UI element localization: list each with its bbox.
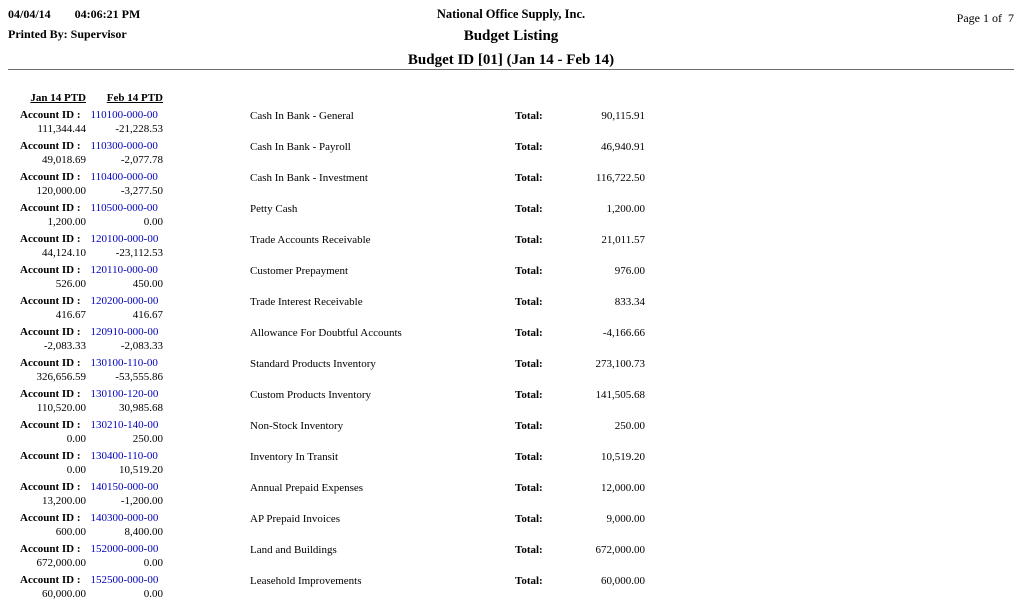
account-description: Cash In Bank - Investment	[250, 172, 368, 184]
account-id-line	[20, 202, 158, 214]
account-description: Allowance For Doubtful Accounts	[250, 327, 402, 339]
account-row	[0, 512, 1022, 543]
account-id-label: Account ID :	[20, 574, 81, 586]
account-description: Customer Prepayment	[250, 265, 349, 277]
account-id-label: Account ID :	[20, 295, 81, 307]
jan-ptd-value: 326,656.59	[36, 371, 86, 383]
account-row	[0, 264, 1022, 295]
account-description: Leasehold Improvements	[250, 575, 362, 587]
account-id-line	[20, 481, 158, 493]
account-id-label: Account ID :	[20, 202, 81, 214]
account-id-label: Account ID :	[20, 264, 81, 276]
account-row	[0, 140, 1022, 171]
account-description: Annual Prepaid Expenses	[250, 482, 364, 494]
total-value: 46,940.91	[601, 141, 645, 153]
total-value: 976.00	[614, 265, 645, 277]
feb-ptd-value: 30,985.68	[119, 402, 163, 414]
account-id-link[interactable]: 130100-120-00	[90, 388, 159, 400]
account-id-line	[20, 140, 158, 152]
column-header-jan-ptd: Jan 14 PTD	[30, 92, 86, 104]
account-row	[0, 171, 1022, 202]
feb-ptd-value: 250.00	[132, 433, 163, 445]
account-id-label: Account ID :	[20, 109, 81, 121]
account-description: Trade Interest Receivable	[250, 296, 363, 308]
account-row	[0, 450, 1022, 481]
account-id-label: Account ID :	[20, 171, 81, 183]
account-id-line	[20, 419, 158, 431]
total-label: Total:	[515, 420, 543, 432]
total-value: 1,200.00	[606, 203, 645, 215]
jan-ptd-value: 49,018.69	[42, 154, 86, 166]
total-label: Total:	[515, 513, 543, 525]
total-label: Total:	[515, 482, 543, 494]
account-row	[0, 388, 1022, 419]
total-label: Total:	[515, 296, 543, 308]
total-value: 90,115.91	[601, 110, 645, 122]
account-description: Cash In Bank - Payroll	[250, 141, 351, 153]
header-time: 04:06:21 PM	[74, 7, 141, 21]
account-description: Trade Accounts Receivable	[250, 234, 371, 246]
account-id-link[interactable]: 130400-110-00	[90, 450, 158, 462]
account-id-label: Account ID :	[20, 543, 81, 555]
account-id-line	[20, 512, 158, 524]
account-id-label: Account ID :	[20, 481, 81, 493]
company-name: National Office Supply, Inc.	[436, 7, 586, 21]
account-description: Standard Products Inventory	[250, 358, 376, 370]
feb-ptd-value: 416.67	[132, 309, 163, 321]
account-id-link[interactable]: 120910-000-00	[90, 326, 159, 338]
account-id-line	[20, 574, 158, 586]
jan-ptd-value: 13,200.00	[42, 495, 86, 507]
total-label: Total:	[515, 389, 543, 401]
total-label: Total:	[515, 451, 543, 463]
account-id-line	[20, 388, 158, 400]
jan-ptd-value: 60,000.00	[42, 588, 86, 600]
jan-ptd-value: -2,083.33	[43, 340, 86, 352]
account-description: Non-Stock Inventory	[250, 420, 344, 432]
account-row	[0, 109, 1022, 140]
jan-ptd-value: 110,520.00	[36, 402, 86, 414]
column-header-feb-ptd: Feb 14 PTD	[106, 92, 163, 104]
feb-ptd-value: -2,077.78	[120, 154, 163, 166]
account-id-link[interactable]: 152500-000-00	[90, 574, 159, 586]
account-id-line	[20, 264, 158, 276]
feb-ptd-value: -21,228.53	[115, 123, 163, 135]
feb-ptd-value: 0.00	[143, 588, 163, 600]
jan-ptd-value: 120,000.00	[36, 185, 86, 197]
account-id-line	[20, 326, 158, 338]
report-subtitle: Budget ID [01] (Jan 14 - Feb 14)	[407, 52, 615, 68]
total-value: 12,000.00	[601, 482, 645, 494]
account-id-link[interactable]: 130100-110-00	[90, 357, 158, 369]
account-id-line	[20, 357, 158, 369]
account-row	[0, 481, 1022, 512]
feb-ptd-value: -23,112.53	[115, 247, 163, 259]
report-title: Budget Listing	[463, 28, 559, 44]
total-label: Total:	[515, 110, 543, 122]
account-id-label: Account ID :	[20, 326, 81, 338]
total-label: Total:	[515, 358, 543, 370]
feb-ptd-value: -1,200.00	[120, 495, 163, 507]
feb-ptd-value: -53,555.86	[115, 371, 163, 383]
report-rows	[0, 109, 1022, 605]
account-id-label: Account ID :	[20, 233, 81, 245]
account-row	[0, 295, 1022, 326]
feb-ptd-value: -2,083.33	[120, 340, 163, 352]
account-description: Inventory In Transit	[250, 451, 338, 463]
header-divider	[8, 69, 1014, 70]
total-value: 141,505.68	[595, 389, 645, 401]
account-id-link[interactable]: 110300-000-00	[90, 140, 158, 152]
jan-ptd-value: 526.00	[55, 278, 86, 290]
account-id-link[interactable]: 130210-140-00	[90, 419, 159, 431]
account-id-link[interactable]: 140300-000-00	[90, 512, 159, 524]
account-row	[0, 419, 1022, 450]
account-id-link[interactable]: 110400-000-00	[90, 171, 158, 183]
account-description: Cash In Bank - General	[250, 110, 354, 122]
header-center	[0, 7, 1022, 69]
total-value: 273,100.73	[595, 358, 645, 370]
total-value: 116,722.50	[595, 172, 645, 184]
total-label: Total:	[515, 327, 543, 339]
account-id-line	[20, 233, 158, 245]
account-id-link[interactable]: 120200-000-00	[90, 295, 159, 307]
account-id-link[interactable]: 140150-000-00	[90, 481, 159, 493]
jan-ptd-value: 672,000.00	[36, 557, 86, 569]
account-description: Petty Cash	[250, 203, 298, 215]
total-value: 60,000.00	[601, 575, 645, 587]
jan-ptd-value: 600.00	[55, 526, 86, 538]
account-id-link[interactable]: 152000-000-00	[90, 543, 159, 555]
total-label: Total:	[515, 203, 543, 215]
account-id-line	[20, 543, 158, 555]
page-number: Page 1 of 7	[956, 11, 1014, 25]
feb-ptd-value: 10,519.20	[119, 464, 163, 476]
account-description: AP Prepaid Invoices	[250, 513, 341, 525]
total-label: Total:	[515, 172, 543, 184]
account-row	[0, 233, 1022, 264]
total-value: 833.34	[614, 296, 645, 308]
total-value: -4,166.66	[602, 327, 645, 339]
feb-ptd-value: 0.00	[143, 216, 163, 228]
feb-ptd-value: 8,400.00	[124, 526, 163, 538]
account-row	[0, 574, 1022, 605]
feb-ptd-value: 0.00	[143, 557, 163, 569]
total-label: Total:	[515, 265, 543, 277]
account-id-link[interactable]: 110500-000-00	[90, 202, 158, 214]
feb-ptd-value: -3,277.50	[120, 185, 163, 197]
account-row	[0, 543, 1022, 574]
account-row	[0, 357, 1022, 388]
jan-ptd-value: 0.00	[66, 433, 86, 445]
account-id-line	[20, 295, 158, 307]
jan-ptd-value: 416.67	[55, 309, 86, 321]
account-id-link[interactable]: 110100-000-00	[90, 109, 158, 121]
account-id-link[interactable]: 120110-000-00	[90, 264, 158, 276]
account-id-line	[20, 109, 158, 121]
total-label: Total:	[515, 141, 543, 153]
account-row	[0, 326, 1022, 357]
account-row	[0, 202, 1022, 233]
total-value: 250.00	[614, 420, 645, 432]
total-label: Total:	[515, 575, 543, 587]
account-id-label: Account ID :	[20, 512, 81, 524]
account-description: Custom Products Inventory	[250, 389, 371, 401]
total-value: 672,000.00	[595, 544, 645, 556]
account-id-line	[20, 450, 158, 462]
total-value: 10,519.20	[601, 451, 645, 463]
jan-ptd-value: 111,344.44	[37, 123, 86, 135]
account-id-label: Account ID :	[20, 140, 81, 152]
feb-ptd-value: 450.00	[132, 278, 163, 290]
account-id-label: Account ID :	[20, 419, 81, 431]
header-date: 04/04/14	[8, 7, 51, 21]
total-label: Total:	[515, 544, 543, 556]
account-id-link[interactable]: 120100-000-00	[90, 233, 159, 245]
account-description: Land and Buildings	[250, 544, 337, 556]
total-value: 9,000.00	[606, 513, 645, 525]
total-value: 21,011.57	[601, 234, 645, 246]
jan-ptd-value: 1,200.00	[47, 216, 86, 228]
account-id-label: Account ID :	[20, 357, 81, 369]
total-label: Total:	[515, 234, 543, 246]
jan-ptd-value: 0.00	[66, 464, 86, 476]
account-id-line	[20, 171, 158, 183]
account-id-label: Account ID :	[20, 450, 81, 462]
jan-ptd-value: 44,124.10	[42, 247, 86, 259]
account-id-label: Account ID :	[20, 388, 81, 400]
printed-by: Printed By: Supervisor	[8, 27, 127, 41]
